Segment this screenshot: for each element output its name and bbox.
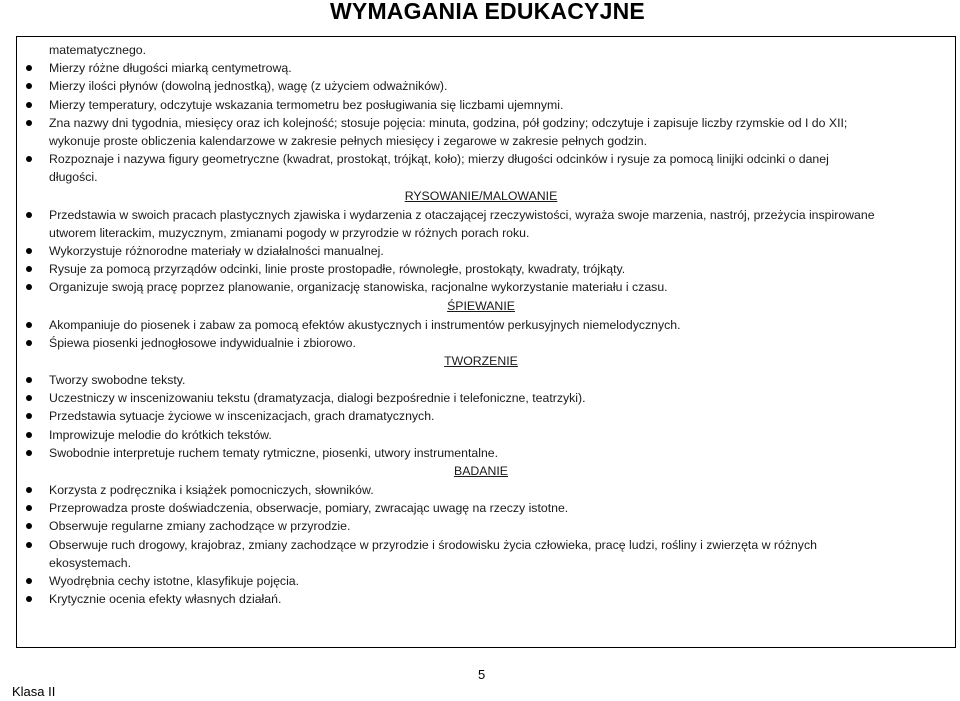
class-label: Klasa II (12, 684, 56, 699)
list-item: Wyodrębnia cechy istotne, klasyfikuje pojęcia. (17, 572, 955, 590)
list-item: Przeprowadza proste doświadczenia, obserwacje, pomiary, zwracając uwagę na rzeczy istotne. (17, 499, 955, 517)
section-heading: ŚPIEWANIE (447, 298, 515, 313)
list-item: Krytycznie ocenia efekty własnych działań. (17, 590, 955, 608)
list-item-continuation: utworem literackim, muzycznym, zmianami pogody w przyrodzie w różnych porach roku. (49, 225, 530, 240)
list-item: Akompaniuje do piosenek i zabaw za pomocą efektów akustycznych i instrumentów perkusyjnych niemelodycznych. (17, 316, 955, 334)
list-item: Mierzy temperatury, odczytuje wskazania termometru bez posługiwania się liczbami ujemnymi. (17, 96, 955, 114)
list-item: Tworzy swobodne teksty. (17, 371, 955, 389)
list-item-continuation: wykonuje proste obliczenia kalendarzowe w zakresie pełnych miesięcy i zegarowe w zakresie pełnych godzin. (49, 134, 648, 149)
list-item-continuation: długości. (49, 170, 98, 185)
list-item: Mierzy różne długości miarką centymetrową. (17, 59, 955, 77)
list-item: Wykorzystuje różnorodne materiały w działalności manualnej. (17, 242, 955, 260)
section-heading: BADANIE (454, 464, 508, 479)
list-item: Mierzy ilości płynów (dowolną jednostką), wagę (z użyciem odważników). (17, 77, 955, 95)
list-item: Zna nazwy dni tygodnia, miesięcy oraz ich kolejność; stosuje pojęcia: minuta, godzina, pół godziny; odczytuje i zapisuje liczby rzymskie od I do XII; (17, 114, 955, 132)
page-number: 5 (478, 667, 486, 682)
section-heading: RYSOWANIE/MALOWANIE (404, 188, 558, 203)
list-item: Rozpoznaje i nazywa figury geometryczne (kwadrat, prostokąt, trójkąt, koło); mierzy długości odcinków i rysuje za pomocą linijki odcinki o danej (17, 150, 955, 168)
list-item: Śpiewa piosenki jednogłosowe indywidualnie i zbiorowo. (17, 334, 955, 352)
list-item: Obserwuje regularne zmiany zachodzące w przyrodzie. (17, 517, 955, 535)
list-item: Obserwuje ruch drogowy, krajobraz, zmiany zachodzące w przyrodzie i środowisku życia człowieka, pracę ludzi, rośliny i zwierzęta w różnych (17, 536, 955, 554)
section-heading: TWORZENIE (444, 354, 518, 369)
list-item: Rysuje za pomocą przyrządów odcinki, linie proste prostopadłe, równoległe, prostokąty, kwadraty, trójkąty. (17, 260, 955, 278)
list-item-continuation: matematycznego. (49, 43, 147, 57)
list-item: Przedstawia w swoich pracach plastycznych zjawiska i wydarzenia z otaczającej rzeczywistości, wyraża swoje marzenia, nastrój, przeżycia inspirowane (17, 206, 955, 224)
list-item: Improwizuje melodie do krótkich tekstów. (17, 426, 955, 444)
list-item: Uczestniczy w inscenizowaniu tekstu (dramatyzacja, dialogi bezpośrednie i telefoniczne, teatrzyki). (17, 389, 955, 407)
list-item: Swobodnie interpretuje ruchem tematy rytmiczne, piosenki, utwory instrumentalne. (17, 444, 955, 462)
list-item: Przedstawia sytuacje życiowe w inscenizacjach, grach dramatycznych. (17, 407, 955, 425)
page-title: WYMAGANIA EDUKACYJNE (330, 0, 645, 24)
list-item-continuation: ekosystemach. (49, 555, 132, 570)
list-item: Organizuje swoją pracę poprzez planowanie, organizację stanowiska, racjonalne wykorzystanie materiału i czasu. (17, 278, 955, 296)
requirements-box (16, 36, 956, 648)
list-item: Korzysta z podręcznika i książek pomocniczych, słowników. (17, 481, 955, 499)
